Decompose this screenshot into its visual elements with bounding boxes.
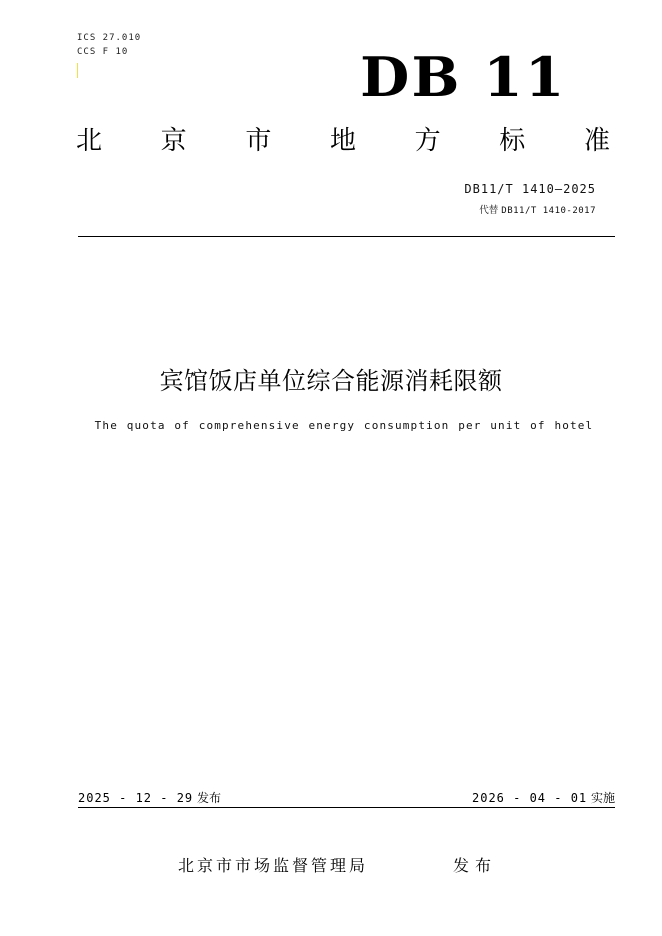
text-cursor (77, 63, 78, 78)
implement-date-label: 实施 (590, 791, 615, 805)
standard-type-char: 北 (76, 126, 103, 156)
document-title-chinese: 宾馆饭店单位综合能源消耗限额 (159, 367, 503, 395)
header-divider (78, 236, 615, 237)
ics-code: ICS 27.010 (77, 33, 142, 43)
issuing-authority: 北京市市场监督管理局 (178, 856, 369, 875)
replaces-label: 代替 (479, 205, 499, 216)
footer-divider (78, 807, 615, 808)
issue-date-label: 发布 (196, 791, 221, 805)
implement-date-line (472, 789, 615, 806)
issuing-label: 发布 (453, 856, 498, 875)
standard-type-char: 京 (160, 126, 187, 156)
standard-type-char: 标 (499, 126, 526, 156)
document-title-english: The quota of comprehensive energy consumption per unit of hotel (94, 419, 594, 432)
implement-date: 2026 - 04 - 01 (472, 791, 588, 805)
standard-number: DB11/T 1410—2025 (464, 182, 596, 196)
issue-date: 2025 - 12 - 29 (78, 791, 194, 805)
db-logo: DB 11 (359, 45, 566, 109)
issue-date-line (78, 789, 221, 806)
standard-type-heading (76, 128, 610, 154)
standard-type-char: 准 (583, 126, 610, 156)
replaces-number: DB11/T 1410-2017 (501, 206, 596, 216)
replaces-line (479, 202, 596, 216)
ccs-code: CCS F 10 (77, 47, 129, 57)
standard-type-char: 市 (245, 126, 272, 156)
standard-type-char: 方 (414, 126, 441, 156)
standard-type-char: 地 (329, 126, 356, 156)
